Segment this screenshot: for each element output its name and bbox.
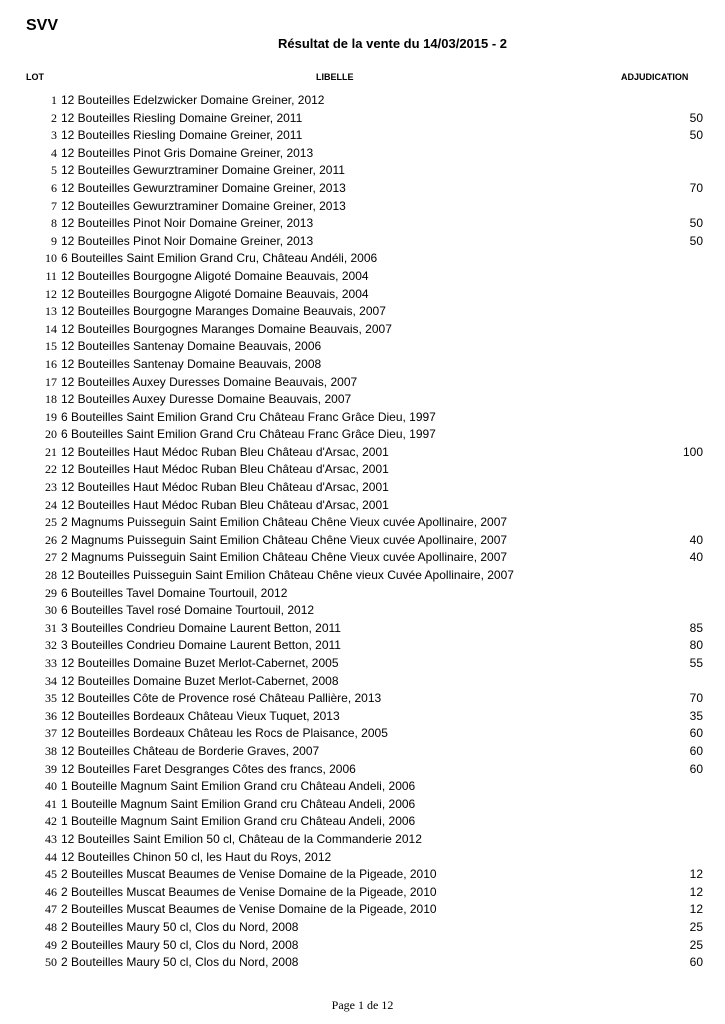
- adjudication-price: 60: [689, 743, 703, 758]
- adjudication-price: 35: [689, 708, 703, 723]
- adjudication-price: 40: [689, 550, 703, 565]
- lot-description: 3 Bouteilles Condrieu Domaine Laurent Betton, 2011: [61, 638, 341, 653]
- table-row: [0, 813, 725, 831]
- lot-number: 27: [45, 550, 57, 565]
- lot-description: 12 Bouteilles Saint Emilion 50 cl, Château de la Commanderie 2012: [61, 831, 422, 846]
- lot-description: 12 Bouteilles Haut Médoc Ruban Bleu Château d'Arsac, 2001: [61, 444, 389, 459]
- organization-name: SVV: [26, 17, 59, 34]
- page-number: Page 1 de 12: [331, 998, 394, 1012]
- lot-description: 2 Magnums Puisseguin Saint Emilion Château Chêne Vieux cuvée Apollinaire, 2007: [61, 550, 508, 565]
- adjudication-price: 12: [689, 884, 703, 899]
- lot-number: 7: [51, 198, 57, 213]
- lot-description: 12 Bouteilles Pinot Noir Domaine Greiner, 2013: [61, 233, 314, 248]
- lot-description: 2 Magnums Puisseguin Saint Emilion Château Chêne Vieux cuvée Apollinaire, 2007: [61, 515, 508, 530]
- table-row: [0, 145, 725, 163]
- lot-description: 12 Bouteilles Côte de Provence rosé Château Pallière, 2013: [61, 691, 382, 706]
- table-row: [0, 180, 725, 198]
- adjudication-price: 60: [689, 761, 703, 776]
- table-row: [0, 602, 725, 620]
- lot-description: 12 Bouteilles Riesling Domaine Greiner, 2011: [61, 110, 303, 125]
- lot-description: 12 Bouteilles Santenay Domaine Beauvais, 2006: [61, 339, 322, 354]
- table-row: [0, 585, 725, 603]
- lot-number: 8: [51, 216, 57, 231]
- adjudication-price: 50: [689, 110, 703, 125]
- table-row: [0, 215, 725, 233]
- lot-description: 12 Bouteilles Bourgognes Maranges Domaine Beauvais, 2007: [61, 321, 392, 336]
- table-row: [0, 673, 725, 691]
- lot-description: 1 Bouteille Magnum Saint Emilion Grand cru Château Andeli, 2006: [61, 796, 416, 811]
- table-row: [0, 321, 725, 339]
- lot-number: 31: [45, 620, 57, 635]
- lot-number: 48: [45, 919, 57, 934]
- table-row: [0, 884, 725, 902]
- lot-description: 12 Bouteilles Edelzwicker Domaine Greiner, 2012: [61, 93, 325, 107]
- adjudication-price: 85: [689, 620, 703, 635]
- table-row: [0, 620, 725, 638]
- table-row: [0, 250, 725, 268]
- table-row: [0, 303, 725, 321]
- lot-description: 12 Bouteilles Bourgogne Maranges Domaine Beauvais, 2007: [61, 304, 386, 319]
- lot-number: 36: [45, 708, 57, 723]
- lot-description: 12 Bouteilles Haut Médoc Ruban Bleu Château d'Arsac, 2001: [61, 480, 389, 495]
- lot-description: 6 Bouteilles Saint Emilion Grand Cru Château Franc Grâce Dieu, 1997: [61, 409, 436, 424]
- lot-number: 23: [45, 480, 57, 495]
- lot-description: 6 Bouteilles Tavel rosé Domaine Tourtouil, 2012: [61, 603, 315, 618]
- results-table: [0, 92, 725, 972]
- lot-description: 12 Bouteilles Auxey Duresse Domaine Beauvais, 2007: [61, 392, 352, 407]
- lot-description: 12 Bouteilles Pinot Noir Domaine Greiner, 2013: [61, 216, 314, 231]
- lot-number: 34: [45, 673, 57, 688]
- lot-number: 12: [45, 286, 57, 301]
- lot-description: 2 Bouteilles Maury 50 cl, Clos du Nord, 2008: [61, 955, 299, 970]
- adjudication-price: 80: [689, 638, 703, 653]
- lot-number: 2: [51, 110, 57, 125]
- table-row: [0, 849, 725, 867]
- table-row: [0, 532, 725, 550]
- lot-number: 28: [45, 568, 57, 583]
- table-row: [0, 286, 725, 304]
- lot-number: 20: [45, 427, 57, 442]
- adjudication-price: 60: [689, 726, 703, 741]
- lot-number: 43: [45, 831, 57, 846]
- lot-number: 38: [45, 743, 57, 758]
- lot-description: 6 Bouteilles Tavel Domaine Tourtouil, 2012: [61, 585, 288, 600]
- table-row: [0, 444, 725, 462]
- table-row: [0, 919, 725, 937]
- lot-description: 12 Bouteilles Puisseguin Saint Emilion Château Chêne vieux Cuvée Apollinaire, 2007: [61, 568, 514, 583]
- lot-number: 1: [51, 93, 57, 107]
- lot-number: 17: [45, 374, 57, 389]
- adjudication-price: 55: [689, 656, 703, 670]
- lot-number: 25: [45, 515, 57, 530]
- table-row: [0, 514, 725, 532]
- table-row: [0, 92, 725, 110]
- lot-number: 13: [45, 304, 57, 319]
- table-row: [0, 374, 725, 392]
- lot-description: 1 Bouteille Magnum Saint Emilion Grand cru Château Andeli, 2006: [61, 779, 416, 794]
- table-row: [0, 743, 725, 761]
- lot-number: 47: [45, 902, 57, 917]
- table-row: [0, 426, 725, 444]
- table-row: [0, 690, 725, 708]
- lot-number: 35: [45, 691, 57, 706]
- table-row: [0, 110, 725, 128]
- lot-description: 12 Bouteilles Haut Médoc Ruban Bleu Château d'Arsac, 2001: [61, 462, 389, 477]
- adjudication-price: 40: [689, 532, 703, 547]
- adjudication-price: 100: [682, 444, 703, 459]
- table-row: [0, 409, 725, 427]
- table-row: [0, 866, 725, 884]
- lot-number: 22: [45, 462, 57, 477]
- table-row: [0, 391, 725, 409]
- adjudication-price: 70: [689, 180, 703, 195]
- table-row: [0, 655, 725, 673]
- table-row: [0, 567, 725, 585]
- table-row: [0, 127, 725, 145]
- lot-description: 12 Bouteilles Riesling Domaine Greiner, 2011: [61, 128, 303, 143]
- table-row: [0, 954, 725, 972]
- lot-number: 41: [45, 796, 57, 811]
- column-header-adjudication: ADJUDICATION: [621, 72, 689, 82]
- table-row: [0, 796, 725, 814]
- lot-number: 18: [45, 392, 57, 407]
- adjudication-price: 25: [689, 937, 703, 952]
- table-row: [0, 162, 725, 180]
- lot-number: 44: [45, 849, 57, 864]
- table-row: [0, 637, 725, 655]
- lot-number: 3: [51, 128, 57, 143]
- lot-description: 2 Bouteilles Maury 50 cl, Clos du Nord, 2008: [61, 937, 299, 952]
- lot-number: 39: [45, 761, 57, 776]
- lot-description: 12 Bouteilles Gewurztraminer Domaine Greiner, 2013: [61, 180, 346, 195]
- adjudication-price: 70: [689, 691, 703, 706]
- table-row: [0, 198, 725, 216]
- lot-description: 12 Bouteilles Bourgogne Aligoté Domaine Beauvais, 2004: [61, 286, 369, 301]
- lot-description: 12 Bouteilles Bordeaux Château les Rocs de Plaisance, 2005: [61, 726, 388, 741]
- table-row: [0, 549, 725, 567]
- lot-description: 12 Bouteilles Auxey Duresses Domaine Beauvais, 2007: [61, 374, 358, 389]
- lot-number: 46: [45, 884, 57, 899]
- column-header-libelle: LIBELLE: [316, 72, 354, 82]
- lot-description: 12 Bouteilles Château de Borderie Graves, 2007: [61, 743, 320, 758]
- document-title: Résultat de la vente du 14/03/2015 - 2: [277, 36, 508, 51]
- lot-number: 24: [45, 497, 57, 512]
- lot-description: 12 Bouteilles Domaine Buzet Merlot-Cabernet, 2008: [61, 673, 339, 688]
- adjudication-price: 50: [689, 128, 703, 143]
- lot-number: 16: [45, 356, 57, 371]
- lot-description: 12 Bouteilles Haut Médoc Ruban Bleu Château d'Arsac, 2001: [61, 497, 389, 512]
- lot-number: 40: [45, 779, 57, 794]
- adjudication-price: 60: [689, 955, 703, 970]
- table-row: [0, 708, 725, 726]
- lot-number: 6: [51, 180, 57, 195]
- lot-description: 2 Bouteilles Muscat Beaumes de Venise Domaine de la Pigeade, 2010: [61, 867, 437, 882]
- lot-description: 12 Bouteilles Gewurztraminer Domaine Greiner, 2011: [61, 163, 345, 178]
- table-row: [0, 778, 725, 796]
- lot-description: 3 Bouteilles Condrieu Domaine Laurent Betton, 2011: [61, 620, 341, 635]
- lot-number: 49: [45, 937, 57, 952]
- lot-description: 12 Bouteilles Pinot Gris Domaine Greiner, 2013: [61, 145, 314, 160]
- lot-number: 19: [45, 409, 57, 424]
- lot-description: 12 Bouteilles Chinon 50 cl, les Haut du Roys, 2012: [61, 849, 332, 864]
- lot-number: 32: [45, 638, 57, 653]
- table-row: [0, 233, 725, 251]
- adjudication-price: 12: [689, 902, 703, 917]
- column-header-lot: LOT: [26, 72, 44, 82]
- adjudication-price: 12: [689, 867, 703, 882]
- lot-description: 12 Bouteilles Faret Desgranges Côtes des francs, 2006: [61, 761, 356, 776]
- lot-number: 15: [45, 339, 57, 354]
- lot-description: 12 Bouteilles Domaine Buzet Merlot-Cabernet, 2005: [61, 656, 339, 670]
- lot-number: 26: [45, 532, 57, 547]
- lot-number: 10: [45, 251, 57, 266]
- table-row: [0, 479, 725, 497]
- table-row: [0, 338, 725, 356]
- lot-number: 21: [45, 444, 57, 459]
- table-row: [0, 356, 725, 374]
- table-row: [0, 901, 725, 919]
- lot-description: 12 Bouteilles Bourgogne Aligoté Domaine Beauvais, 2004: [61, 268, 369, 283]
- table-row: [0, 937, 725, 955]
- lot-number: 45: [45, 867, 57, 882]
- lot-number: 42: [45, 814, 57, 829]
- lot-number: 50: [45, 955, 57, 970]
- lot-number: 11: [45, 268, 57, 283]
- table-row: [0, 268, 725, 286]
- lot-description: 12 Bouteilles Gewurztraminer Domaine Greiner, 2013: [61, 198, 346, 213]
- lot-description: 6 Bouteilles Saint Emilion Grand Cru, Château Andéli, 2006: [61, 251, 378, 266]
- lot-number: 5: [51, 163, 57, 178]
- lot-number: 37: [45, 726, 57, 741]
- lot-description: 2 Bouteilles Maury 50 cl, Clos du Nord, 2008: [61, 919, 299, 934]
- table-row: [0, 497, 725, 515]
- adjudication-price: 25: [689, 919, 703, 934]
- lot-description: 6 Bouteilles Saint Emilion Grand Cru Château Franc Grâce Dieu, 1997: [61, 427, 436, 442]
- adjudication-price: 50: [689, 233, 703, 248]
- adjudication-price: 50: [689, 216, 703, 231]
- table-row: [0, 831, 725, 849]
- lot-number: 9: [51, 233, 57, 248]
- table-row: [0, 761, 725, 779]
- lot-number: 33: [45, 656, 57, 670]
- lot-description: 2 Magnums Puisseguin Saint Emilion Château Chêne Vieux cuvée Apollinaire, 2007: [61, 532, 508, 547]
- lot-number: 29: [45, 585, 57, 600]
- lot-description: 12 Bouteilles Bordeaux Château Vieux Tuquet, 2013: [61, 708, 340, 723]
- lot-description: 2 Bouteilles Muscat Beaumes de Venise Domaine de la Pigeade, 2010: [61, 884, 437, 899]
- table-row: [0, 725, 725, 743]
- lot-description: 1 Bouteille Magnum Saint Emilion Grand cru Château Andeli, 2006: [61, 814, 416, 829]
- lot-description: 2 Bouteilles Muscat Beaumes de Venise Domaine de la Pigeade, 2010: [61, 902, 437, 917]
- table-row: [0, 461, 725, 479]
- lot-number: 14: [45, 321, 57, 336]
- lot-number: 4: [51, 145, 57, 160]
- lot-description: 12 Bouteilles Santenay Domaine Beauvais, 2008: [61, 356, 322, 371]
- lot-number: 30: [45, 603, 57, 618]
